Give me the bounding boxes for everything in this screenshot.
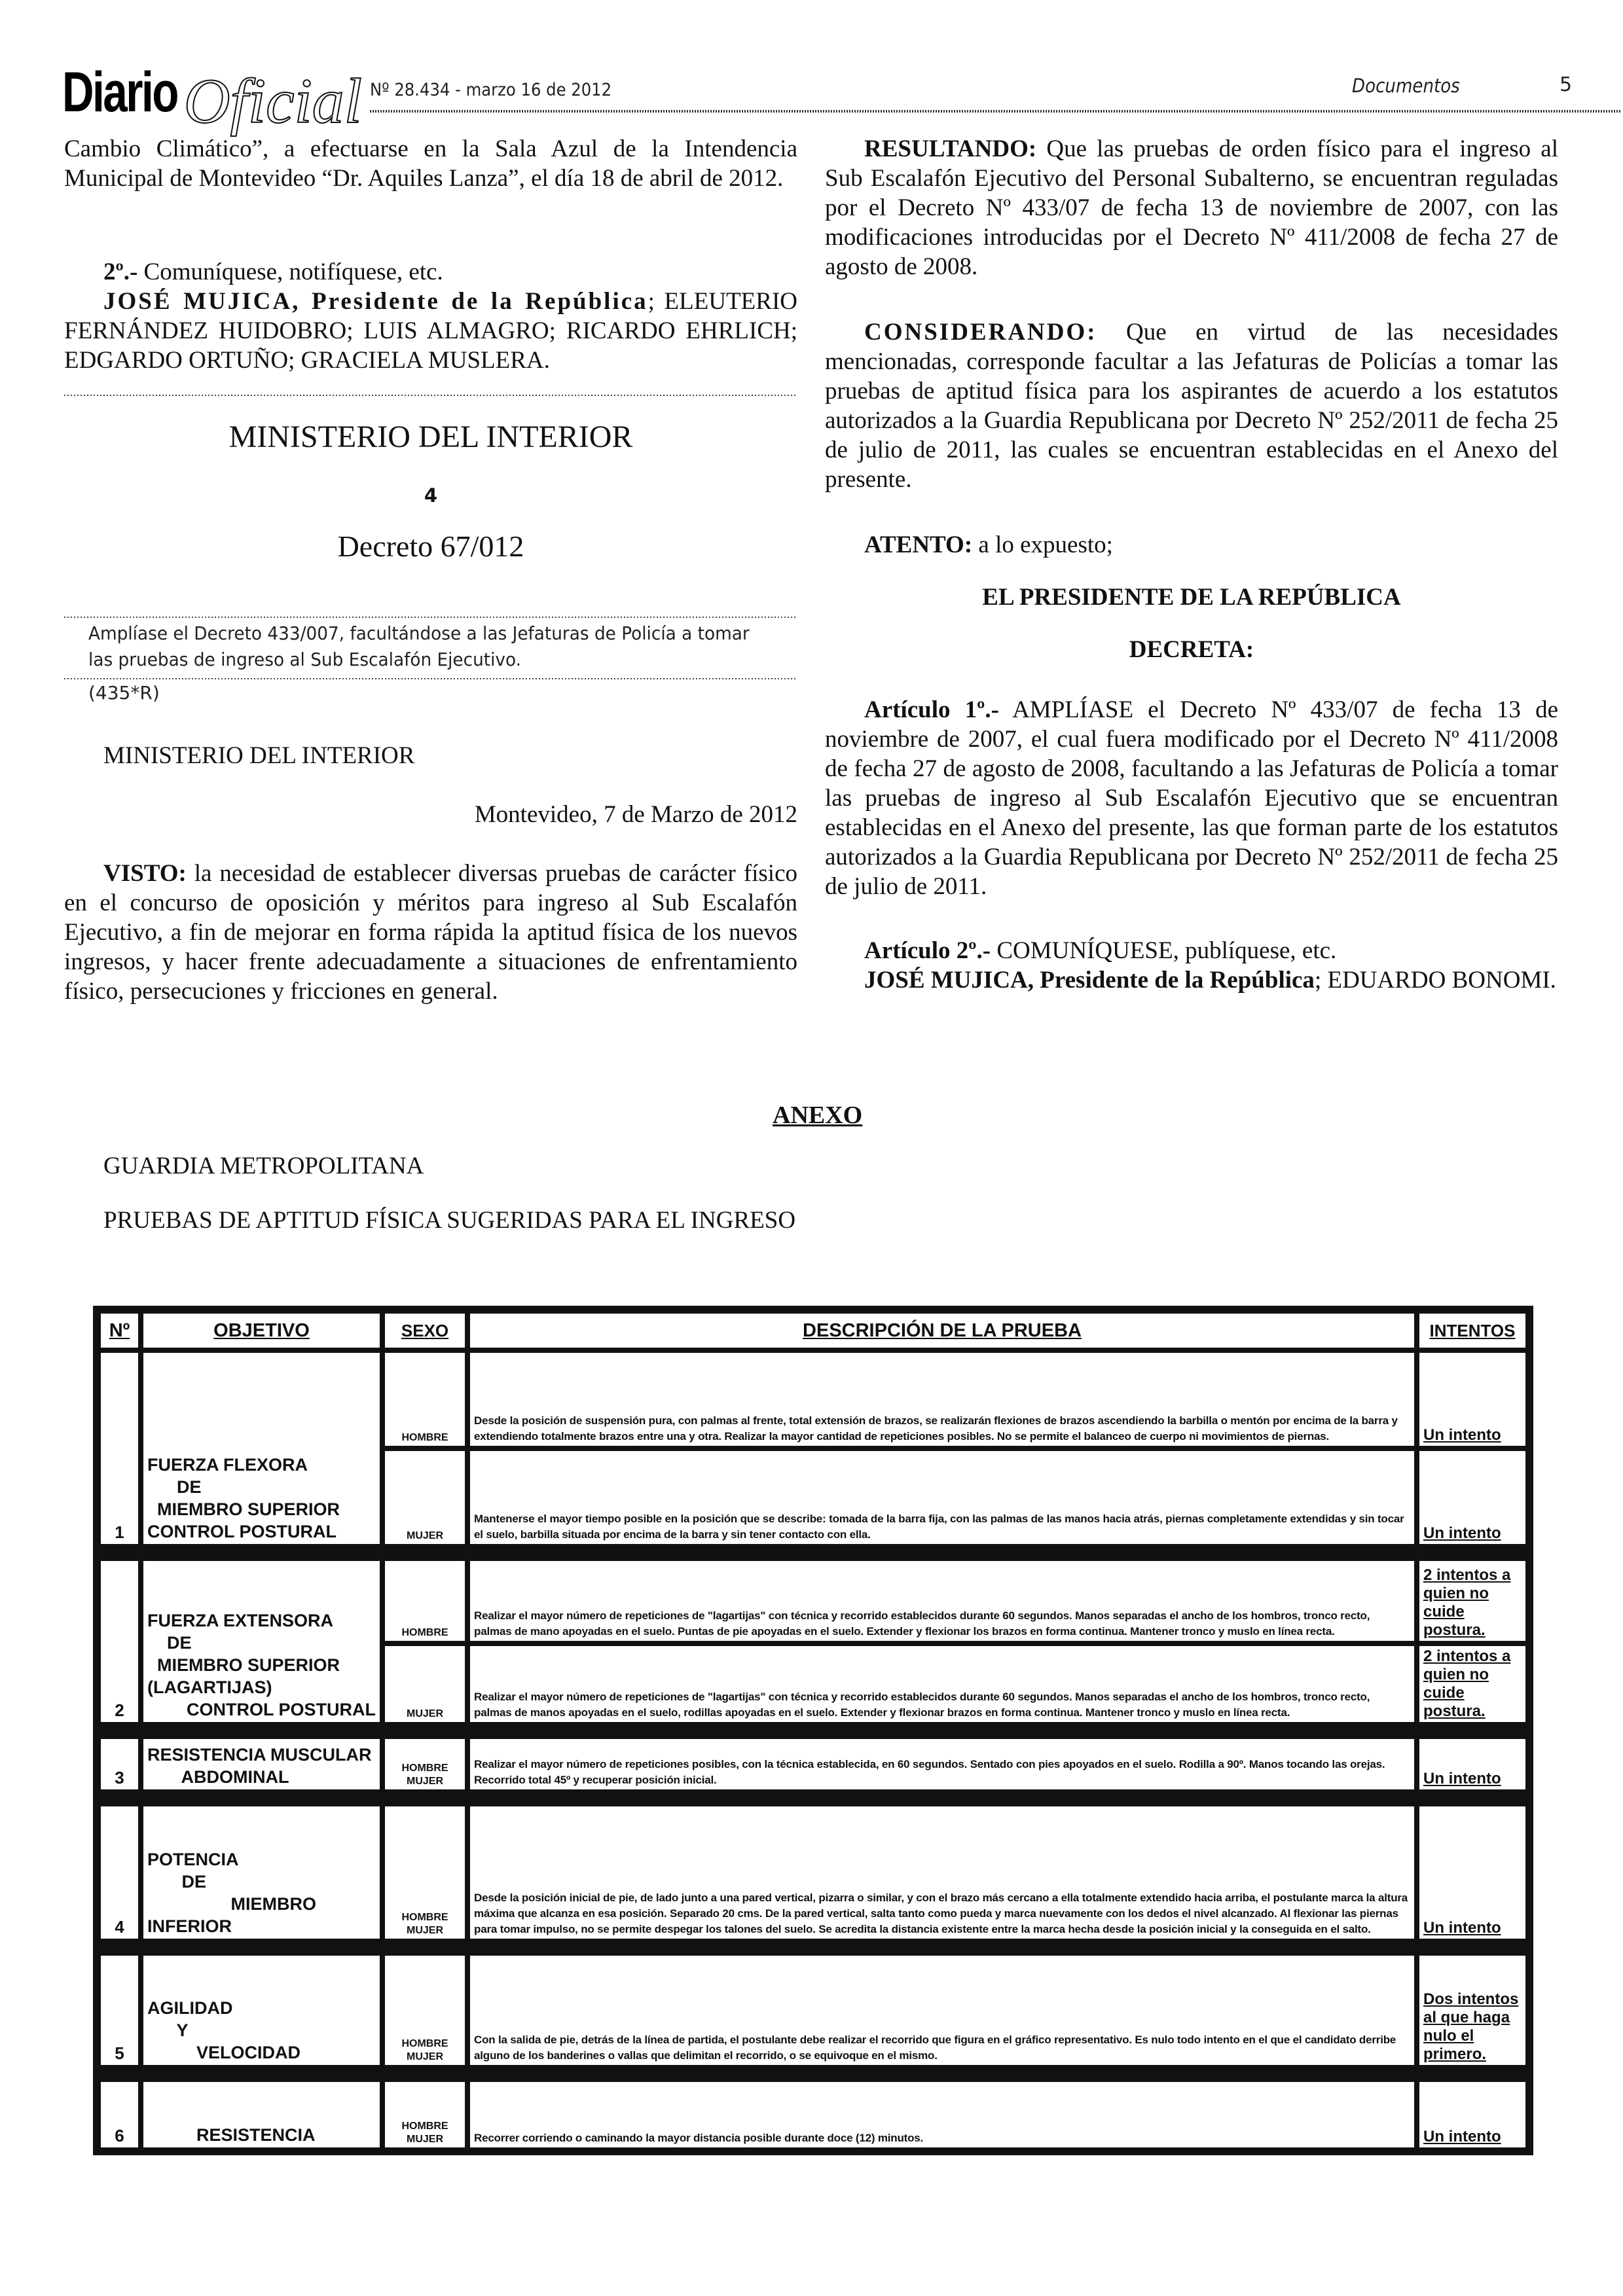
visto-label: VISTO: (103, 860, 187, 887)
issue-number-date: Nº 28.434 - marzo 16 de 2012 (370, 80, 612, 100)
article-2-label: Artículo 2º.- (864, 937, 991, 964)
separator-bar (97, 1547, 1529, 1558)
cell-number: 3 (97, 1736, 141, 1792)
objective-line: RESISTENCIA MUSCULAR (147, 1745, 372, 1765)
considerando-label: CONSIDERANDO: (864, 319, 1097, 346)
section-name: Documentos (1352, 75, 1460, 97)
considerando-paragraph (825, 317, 1558, 494)
cell-description: Mantenerse el mayor tiempo posible en la posición que se describe: tomada de la barra fija, con las palmas de las manos hacia atrás, piernas completamente extendidas y sin tocar el suelo, barbilla situada por encima de la barra y sin tener contacto con ella. (467, 1448, 1417, 1547)
decreta-heading: DECRETA: (1129, 636, 1254, 663)
cell-objective (141, 1804, 382, 1941)
cell-number: 4 (97, 1804, 141, 1941)
objective-line: MIEMBRO SUPERIOR (147, 1655, 340, 1675)
header-divider (370, 110, 1620, 113)
objective-line: DE (147, 1477, 202, 1497)
ministry-heading: MINISTERIO DEL INTERIOR (228, 420, 633, 454)
table-row (97, 1350, 1529, 1448)
logo-word-diario: Diario (62, 61, 178, 124)
header-number: Nº (97, 1310, 141, 1350)
objective-line: DE (147, 1633, 192, 1653)
cell-attempts: Dos intentos al que haga nulo el primero. (1417, 1953, 1529, 2068)
atento-label: ATENTO: (864, 531, 973, 558)
cell-sex: MUJER (382, 1448, 467, 1547)
objective-line: FUERZA FLEXORA (147, 1455, 308, 1475)
objective-line: CONTROL POSTURAL (147, 1522, 337, 1541)
separator-bar (97, 1725, 1529, 1736)
visto-paragraph (64, 859, 797, 1006)
anexo-unit: GUARDIA METROPOLITANA (103, 1153, 424, 1179)
cell-attempts: Un intento (1417, 2079, 1529, 2151)
row-separator (97, 1725, 1529, 1736)
cell-attempts: Un intento (1417, 1350, 1529, 1448)
objective-line: FUERZA EXTENSORA (147, 1611, 334, 1630)
objective-line: CONTROL POSTURAL (147, 1700, 376, 1719)
signature-minister: ; EDUARDO BONOMI. (1314, 967, 1556, 994)
objective-line: (LAGARTIJAS) (147, 1677, 272, 1697)
article-1-text: AMPLÍASE el Decreto Nº 433/07 de fecha 13 de noviembre de 2007, el cual fuera modificado por el Decreto Nº 411/2008 de fecha 27 de agosto de 2008, facultando a las Jefaturas de Policía a tomar las pruebas de ingreso al Sub Escalafón Ejecutivo que se encuentran establecidas en el Anexo del presente, las que forman parte de los estatutos autorizados a la Guardia Republicana por Decreto Nº 252/2011 de fecha 25 de julio de 2011. (825, 696, 1558, 900)
objective-line: MIEMBRO (147, 1894, 317, 1914)
cell-description: Realizar el mayor número de repeticiones posibles, con la técnica establecida, en 60 segundos. Sentado con pies apoyados en el suelo. Rodilla a 90º. Manos tocando las orejas. Recorrido total 45º y recuperar posición inicial. (467, 1736, 1417, 1792)
objective-line: ABDOMINAL (147, 1767, 289, 1787)
summary-bottom-divider (64, 678, 797, 679)
continuation-text: Cambio Climático”, a efectuarse en la Sala Azul de la Intendencia Municipal de Montevideo “Dr. Aquiles Lanza”, el día 18 de abril de 2012. (64, 135, 797, 192)
item2-label: 2º.- (103, 259, 138, 285)
summary-top-divider (64, 617, 797, 618)
header-objective: OBJETIVO (141, 1310, 382, 1350)
cell-sex: HOMBRE MUJER (382, 1736, 467, 1792)
separator-bar (97, 1792, 1529, 1804)
resultando-label: RESULTANDO: (864, 135, 1037, 162)
cell-objective (141, 1736, 382, 1792)
resultando-text: Que las pruebas de orden físico para el ingreso al Sub Escalafón Ejecutivo del Personal Subalterno, se encuentran reguladas por el Decreto Nº 433/07 de fecha 13 de noviembre de 2007, con las modificaciones introducidas por el Decreto Nº 411/2008 de fecha 27 de agosto de 2008. (825, 135, 1558, 280)
objective-line: RESISTENCIA (147, 2125, 316, 2145)
ministry-line: MINISTERIO DEL INTERIOR (103, 742, 415, 769)
cell-description: Realizar el mayor número de repeticiones de "lagartijas" con técnica y recorrido establecidos durante 60 segundos. Manos separadas el ancho de los hombros, tronco recto, palmas de mano apoyadas en el suelo. Puntas de pie apoyadas en el suelo. Extender y flexionar los brazos en forma continua. Mantener tronco y muslo en línea recta. (467, 1558, 1417, 1643)
cell-sex: HOMBRE (382, 1350, 467, 1448)
table-row (97, 1558, 1529, 1643)
president-heading: EL PRESIDENTE DE LA REPÚBLICA (982, 584, 1401, 611)
objective-line: DE (147, 1872, 207, 1892)
cell-sex: HOMBRE MUJER (382, 1953, 467, 2068)
table-row (97, 2079, 1529, 2151)
objective-line: AGILIDAD (147, 1998, 233, 2018)
separator-bar (97, 2068, 1529, 2079)
table-row (97, 1953, 1529, 2068)
cell-number: 5 (97, 1953, 141, 2068)
page-number: 5 (1559, 73, 1573, 96)
separator-bar (97, 1941, 1529, 1953)
visto-text: la necesidad de establecer diversas pruebas de carácter físico en el concurso de oposición y méritos para ingreso al Sub Escalafón Ejecutivo, a fin de mejorar en forma rápida la aptitud física de los nuevos ingresos, y hacer frente adecuadamente a situaciones de enfrentamiento físico, persecuciones y fricciones en general. (64, 860, 797, 1005)
previous-decree-closing (64, 257, 797, 375)
signature-ministers: ; ELEUTERIO FERNÁNDEZ HUIDOBRO; LUIS ALMAGRO; RICARDO EHRLICH; EDGARDO ORTUÑO; GRACIELA MUSLERA. (64, 288, 797, 374)
atento-paragraph (825, 530, 1558, 560)
decree-summary: Amplíase el Decreto 433/007, facultándose a las Jefaturas de Policía a tomar las pruebas de ingreso al Sub Escalafón Ejecutivo. (88, 622, 750, 670)
row-separator (97, 2068, 1529, 2079)
section-divider (64, 395, 797, 396)
cell-sex: HOMBRE (382, 1558, 467, 1643)
cell-description: Desde la posición inicial de pie, de lado junto a una pared vertical, pizarra o similar, y con el brazo más cercano a ella totalmente extendido hacia arriba, el postulante marca la altura máxima que alcanza en esa posición. Separado 20 cms. De la pared vertical, salta tanto como pueda y marca nuevamente con los dedos el nivel alcanzado. Al flexionar las piernas para tomar impulso, no se permite despegar los talones del suelo. Se acredita la distancia existente entre la marca hecha desde la posición inicial y la conseguida en el salto. (467, 1804, 1417, 1941)
article-1-label: Artículo 1º.- (864, 696, 999, 723)
cell-number: 2 (97, 1558, 141, 1725)
cell-sex: HOMBRE MUJER (382, 2079, 467, 2151)
table-header-row (97, 1310, 1529, 1350)
header-attempts: INTENTOS (1417, 1310, 1529, 1350)
table-row (97, 1736, 1529, 1792)
header-sex: SEXO (382, 1310, 467, 1350)
atento-text: a lo expuesto; (972, 531, 1113, 558)
cell-attempts: 2 intentos a quien no cuide postura. (1417, 1643, 1529, 1725)
diario-oficial-logo (62, 55, 362, 137)
cell-objective (141, 1953, 382, 2068)
cell-attempts: Un intento (1417, 1736, 1529, 1792)
cell-number: 6 (97, 2079, 141, 2151)
cell-sex: HOMBRE MUJER (382, 1804, 467, 1941)
considerando-text: Que en virtud de las necesidades mencionadas, corresponde facultar a las Jefaturas de Policías a tomar las pruebas de aptitud física para los aspirantes de acuerdo a los estatutos autorizados a la Guardia Republicana por Decreto Nº 252/2011 de fecha 25 de julio de 2011, las cuales se encuentran establecidas en el Anexo del presente. (825, 319, 1558, 493)
date-line: Montevideo, 7 de Marzo de 2012 (474, 801, 797, 828)
signature-president: JOSÉ MUJICA, Presidente de la República (103, 288, 648, 315)
anexo-subtitle: PRUEBAS DE APTITUD FÍSICA SUGERIDAS PARA EL INGRESO (103, 1207, 796, 1234)
physical-tests-table (93, 1306, 1533, 2155)
cell-description: Con la salida de pie, detrás de la línea de partida, el postulante debe realizar el recorrido que figura en el gráfico representativo. Es nulo todo intento en el que el candidato derribe alguno de los banderines o vallas que delimitan el recorrido, o se equivoque en el mismo. (467, 1953, 1417, 2068)
cell-description: Desde la posición de suspensión pura, con palmas al frente, total extensión de brazos, se realizarán flexiones de brazos ascendiendo la barbilla o mentón por encima de la barra y extendiendo totalmente brazos entre una y otra. Realizar la mayor cantidad de repeticiones posibles. No se permite el balanceo de cuerpo ni movimientos de piernas. (467, 1350, 1417, 1448)
cell-description: Realizar el mayor número de repeticiones de "lagartijas" con técnica y recorrido establecidos durante 60 segundos. Manos separadas el ancho de los hombros, tronco recto, palmas de manos apoyadas en el suelo, rodillas apoyadas en el suelo. Extender y flexionar brazos en forma continua. Mantener tronco y muslo en línea recta. (467, 1643, 1417, 1725)
article-2 (825, 936, 1558, 995)
objective-line: MIEMBRO SUPERIOR (147, 1499, 340, 1519)
objective-line: Y (147, 2020, 189, 2040)
article-2-text: COMUNÍQUESE, publíquese, etc. (991, 937, 1337, 964)
logo-word-oficial: Oficial (183, 66, 362, 137)
cell-sex: MUJER (382, 1643, 467, 1725)
objective-line: INFERIOR (147, 1916, 232, 1936)
header-description: DESCRIPCIÓN DE LA PRUEBA (467, 1310, 1417, 1350)
cell-attempts: Un intento (1417, 1448, 1529, 1547)
cell-number: 1 (97, 1350, 141, 1547)
publication-reference: (435*R) (88, 682, 160, 704)
table-row (97, 1804, 1529, 1941)
objective-line: VELOCIDAD (147, 2043, 301, 2062)
objective-line: POTENCIA (147, 1850, 239, 1869)
article-1 (825, 695, 1558, 901)
row-separator (97, 1792, 1529, 1804)
row-separator (97, 1941, 1529, 1953)
item-number: 4 (424, 484, 438, 507)
resultando-paragraph (825, 134, 1558, 281)
item2-text: Comuníquese, notifíquese, etc. (137, 259, 443, 285)
cell-attempts: 2 intentos a quien no cuide postura. (1417, 1558, 1529, 1643)
cell-description: Recorrer corriendo o caminando la mayor distancia posible durante doce (12) minutos. (467, 2079, 1417, 2151)
cell-objective (141, 2079, 382, 2151)
signature-president: JOSÉ MUJICA, Presidente de la República (864, 967, 1315, 994)
anexo-title: ANEXO (773, 1102, 863, 1129)
cell-attempts: Un intento (1417, 1804, 1529, 1941)
row-separator (97, 1547, 1529, 1558)
decree-title: Decreto 67/012 (337, 529, 524, 563)
cell-objective (141, 1558, 382, 1725)
cell-objective (141, 1350, 382, 1547)
previous-decree-continuation (64, 134, 797, 193)
